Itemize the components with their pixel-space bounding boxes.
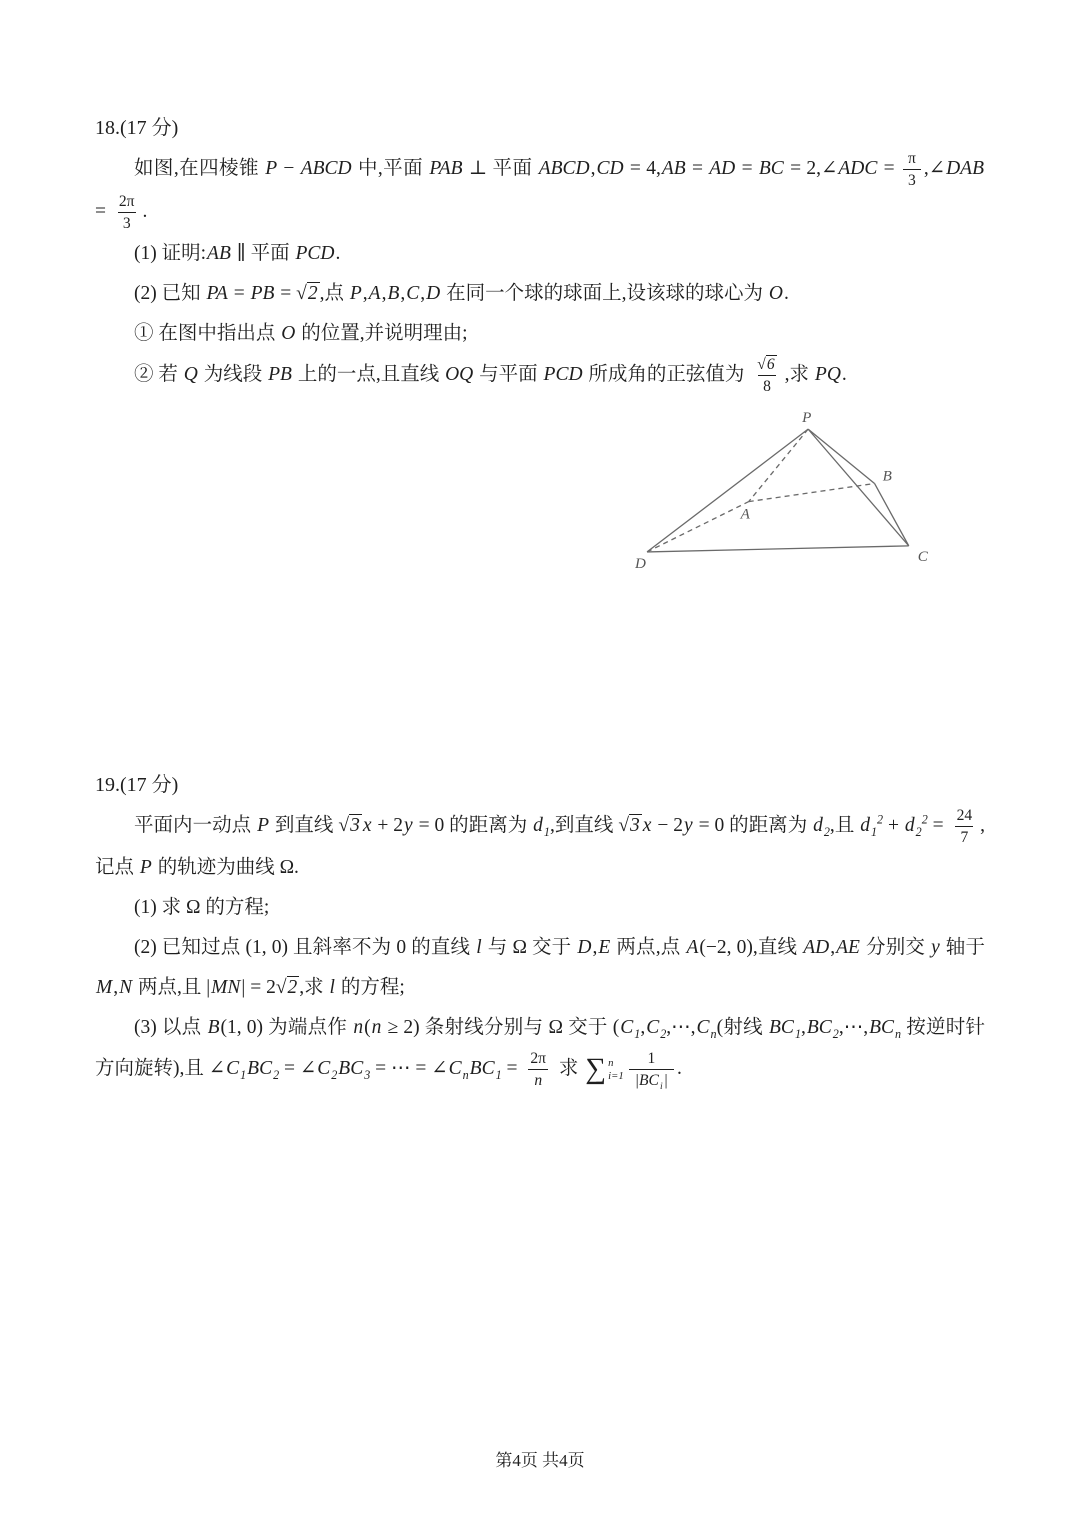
text-run: = 0 的距离为 xyxy=(413,815,533,837)
math-run: A xyxy=(368,283,381,305)
math-run: P xyxy=(349,283,362,305)
math-run: d xyxy=(813,815,823,837)
radical-sign: √ xyxy=(296,283,307,305)
subscript: 2 xyxy=(832,1027,839,1042)
question-19-heading: 19.(17 分) xyxy=(95,774,179,797)
text-run: 两点,且 | xyxy=(133,977,211,999)
text-run: ,⋯, xyxy=(838,1017,869,1039)
math-run: ABCD xyxy=(300,158,352,180)
math-run: AD xyxy=(709,158,736,180)
text-run: (射线 xyxy=(716,1017,769,1039)
math-run: C xyxy=(226,1058,240,1080)
radical xyxy=(338,814,361,836)
math-run: DAB xyxy=(946,158,984,180)
math-run: l xyxy=(329,977,335,999)
text-run: 24 xyxy=(956,807,973,825)
math-run: D xyxy=(426,283,441,305)
text-run: ① 在图中指出点 xyxy=(134,323,281,345)
summation-limits xyxy=(608,1057,624,1082)
math-run: OQ xyxy=(445,364,474,386)
text-run: ⊥ 平面 xyxy=(463,158,538,180)
text-run: = 2,∠ xyxy=(784,158,838,180)
question-18 xyxy=(95,108,985,575)
text-run: π xyxy=(907,150,916,167)
text-run: (−2, 0),直线 xyxy=(699,937,803,959)
text-run: (2) 已知 xyxy=(134,283,206,305)
text-run: (2) 已知过点 (1, 0) 且斜率不为 0 的直线 xyxy=(134,937,476,959)
fraction xyxy=(114,191,140,234)
text-run: 的轨迹为曲线 Ω. xyxy=(152,857,299,879)
fraction-denominator xyxy=(903,169,921,191)
text-run: ,求 xyxy=(299,977,329,999)
radical-sign: √ xyxy=(338,815,350,837)
text-run: 到直线 xyxy=(269,815,339,837)
text-run: ② 若 xyxy=(134,364,183,386)
vertex-label-D: D xyxy=(635,556,646,573)
edge-PB xyxy=(808,429,874,483)
text-run: 按逆时针方向旋转),且 ∠ xyxy=(95,1017,985,1080)
math-run: O xyxy=(281,323,296,345)
subscript: 1 xyxy=(871,825,878,840)
math-run: P xyxy=(257,815,269,837)
edge-DC xyxy=(647,546,909,552)
text-run: = xyxy=(736,158,758,180)
text-run: 分别交 xyxy=(860,937,931,959)
text-run: 上的一点,且直线 xyxy=(292,364,445,386)
question-19 xyxy=(95,765,985,1091)
vertex-label-C: C xyxy=(917,549,928,566)
text-run: ( xyxy=(364,1017,371,1039)
math-run: PA xyxy=(206,283,228,305)
subscript: 2 xyxy=(823,825,830,840)
text-run: 2π xyxy=(118,193,135,211)
radicand: 2 xyxy=(287,977,298,999)
text-run: 的位置,并说明理由; xyxy=(296,323,468,345)
fraction xyxy=(752,354,781,397)
math-run: O xyxy=(768,283,783,305)
text-run: − 2 xyxy=(652,815,684,837)
math-run: BC xyxy=(806,1017,832,1039)
math-run: BC xyxy=(469,1058,495,1080)
math-run: MN xyxy=(211,977,241,999)
subscript: 3 xyxy=(364,1068,371,1083)
text-run: = xyxy=(228,283,250,305)
fraction-numerator xyxy=(903,148,921,169)
math-run: x xyxy=(642,815,652,837)
math-run: ADC xyxy=(838,158,878,180)
text-run: = ∠ xyxy=(279,1058,317,1080)
paragraph xyxy=(95,805,985,888)
text-run: (1) 证明: xyxy=(134,243,207,265)
subscript: n xyxy=(710,1027,717,1042)
text-run: 7 xyxy=(960,829,969,847)
text-run: , xyxy=(400,283,406,305)
math-run: PCD xyxy=(295,243,335,265)
edge-DA xyxy=(647,502,749,552)
math-run: | xyxy=(663,1072,668,1090)
paragraph xyxy=(95,148,985,234)
subscript: 1 xyxy=(634,1027,641,1042)
text-run: = xyxy=(275,283,297,305)
text-run: ,到直线 xyxy=(549,815,619,837)
math-run: Q xyxy=(183,364,198,386)
math-run: AD xyxy=(803,937,830,959)
text-run: , xyxy=(113,977,119,999)
text-run: , xyxy=(640,1017,646,1039)
math-run: A xyxy=(686,937,699,959)
math-run: D xyxy=(577,937,592,959)
edge-PD xyxy=(647,429,808,552)
text-run: , xyxy=(420,283,426,305)
text-run: ,∠ xyxy=(923,158,946,180)
text-run: . xyxy=(841,364,847,386)
text-run: 在同一个球的球面上,设该球的球心为 xyxy=(441,283,768,305)
text-run: ,且 xyxy=(829,815,860,837)
radical xyxy=(296,282,319,304)
text-run: ∥ 平面 xyxy=(231,243,295,265)
text-run: + xyxy=(883,815,904,837)
math-run: n xyxy=(353,1017,364,1039)
math-run: d xyxy=(860,815,870,837)
text-run: = ⋯ = ∠ xyxy=(370,1058,448,1080)
text-run: , xyxy=(830,937,836,959)
text-run: (1) 求 Ω 的方程; xyxy=(134,897,270,919)
text-run: ,求 xyxy=(784,364,814,386)
fraction-denominator xyxy=(758,375,776,397)
math-run: PQ xyxy=(814,364,841,386)
math-run: C xyxy=(406,283,420,305)
math-run: BC xyxy=(869,1017,894,1039)
edge-AB xyxy=(749,484,875,502)
text-run: ,⋯, xyxy=(666,1017,696,1039)
math-run: M xyxy=(96,977,113,999)
vertex-label-P: P xyxy=(802,410,812,427)
text-run: (3) 以点 xyxy=(134,1017,207,1039)
paragraph xyxy=(95,234,985,274)
math-run: |BC xyxy=(634,1072,659,1090)
text-run: 的方程; xyxy=(335,977,405,999)
text-run: 1 xyxy=(647,1050,656,1068)
fraction-numerator xyxy=(752,354,781,375)
math-run: AB xyxy=(207,243,231,265)
radical-sign: √ xyxy=(618,815,630,837)
subscript: 1 xyxy=(495,1068,502,1083)
superscript: 2 xyxy=(877,812,884,827)
math-run: d xyxy=(533,815,543,837)
fraction-numerator xyxy=(952,805,978,826)
subscript: 2 xyxy=(273,1068,280,1083)
math-run: P xyxy=(265,158,278,180)
fraction xyxy=(903,148,921,191)
math-run: y xyxy=(404,815,413,837)
text-run: , xyxy=(592,937,598,959)
math-run: x xyxy=(362,815,372,837)
text-run: 3 xyxy=(122,215,131,233)
summation-upper-limit: n xyxy=(608,1057,614,1070)
pyramid-figure xyxy=(635,409,947,575)
text-run: = xyxy=(95,201,111,223)
question-19-body xyxy=(95,805,985,1091)
math-run: C xyxy=(317,1058,331,1080)
text-run: = xyxy=(878,158,900,180)
text-run: . xyxy=(676,1058,682,1080)
text-run: . xyxy=(783,283,789,305)
math-run: BC xyxy=(769,1017,794,1039)
text-run: = xyxy=(686,158,709,180)
radicand: 3 xyxy=(630,815,640,837)
summation xyxy=(585,1055,623,1084)
page-footer xyxy=(0,1446,1080,1471)
math-run: PCD xyxy=(543,364,583,386)
fraction xyxy=(952,805,978,848)
math-run: C xyxy=(696,1017,710,1039)
fraction-denominator xyxy=(955,826,973,848)
subscript: 1 xyxy=(543,825,550,840)
paragraph xyxy=(95,314,985,354)
text-run: . xyxy=(142,201,148,223)
text-run: ≥ 2) 条射线分别与 Ω 交于 ( xyxy=(382,1017,620,1039)
text-run: , xyxy=(381,283,387,305)
page-number: 第4页 共4页 xyxy=(495,1451,585,1470)
text-run: . xyxy=(335,243,341,265)
question-18-heading: 18.(17 分) xyxy=(95,117,179,139)
vertex-label-A: A xyxy=(740,506,750,523)
text-run: + 2 xyxy=(372,815,404,837)
fraction xyxy=(525,1048,551,1091)
radical xyxy=(618,814,641,836)
fraction-denominator xyxy=(629,1069,674,1091)
math-run: n xyxy=(371,1017,382,1039)
superscript: 2 xyxy=(921,812,928,827)
radicand: 2 xyxy=(307,283,318,305)
text-run: 轴于 xyxy=(940,937,985,959)
math-run: B xyxy=(207,1017,220,1039)
edge-PC xyxy=(808,429,909,546)
math-run: ABCD xyxy=(538,158,590,180)
text-run: ,记点 xyxy=(95,815,986,879)
text-run: 为线段 xyxy=(198,364,268,386)
text-run: 如图,在四棱锥 xyxy=(134,158,265,180)
math-run: C xyxy=(448,1058,462,1080)
text-run: 与平面 xyxy=(474,364,543,386)
math-run: PB xyxy=(268,364,292,386)
math-run: AB xyxy=(661,158,686,180)
paragraph xyxy=(95,928,985,1008)
math-run: PAB xyxy=(429,158,463,180)
edge-PA xyxy=(749,429,808,501)
edge-BC xyxy=(875,484,909,546)
summation-sign: ∑ xyxy=(585,1053,607,1086)
fraction-denominator xyxy=(528,1069,548,1091)
math-run: B xyxy=(387,283,400,305)
math-run: E xyxy=(598,937,611,959)
radical xyxy=(757,355,776,373)
math-run: d xyxy=(904,815,915,837)
text-run: 8 xyxy=(763,378,771,396)
fraction-numerator xyxy=(525,1048,551,1069)
text-run: = xyxy=(927,815,949,837)
subscript: 2 xyxy=(331,1068,338,1083)
text-run: 2π xyxy=(530,1050,547,1068)
subscript: n xyxy=(895,1027,902,1042)
paragraph xyxy=(95,1008,985,1091)
summation-lower-limit: i=1 xyxy=(608,1069,624,1082)
math-run: y xyxy=(931,937,940,959)
math-run: l xyxy=(476,937,482,959)
math-run: BC xyxy=(758,158,784,180)
text-run: 中,平面 xyxy=(352,158,429,180)
text-run: (1, 0) 为端点作 xyxy=(220,1017,353,1039)
radical-sign: √ xyxy=(757,356,766,374)
subscript: 2 xyxy=(660,1027,667,1042)
radicand: 3 xyxy=(350,815,360,837)
text-run: = xyxy=(501,1058,523,1080)
subscript: 1 xyxy=(794,1027,801,1042)
text-run: 平面内一动点 xyxy=(134,815,257,837)
text-run: , xyxy=(590,158,596,180)
math-run: N xyxy=(119,977,133,999)
subscript: 1 xyxy=(240,1068,247,1083)
text-run: 所成角的正弦值为 xyxy=(583,364,750,386)
text-run: = 0 的距离为 xyxy=(693,815,813,837)
radical-sign: √ xyxy=(275,977,287,999)
math-run: BC xyxy=(247,1058,273,1080)
radical xyxy=(276,976,299,998)
subscript: 2 xyxy=(915,825,922,840)
fraction xyxy=(629,1048,674,1091)
math-run: P xyxy=(139,857,152,879)
math-run: BC xyxy=(338,1058,364,1080)
text-run: , xyxy=(800,1017,806,1039)
subscript: n xyxy=(462,1068,469,1083)
text-run: 求 xyxy=(554,1058,584,1080)
text-run: ,点 xyxy=(319,283,349,305)
text-run: = 4, xyxy=(624,158,661,180)
radicand: 6 xyxy=(766,356,775,374)
math-run: PB xyxy=(250,283,275,305)
text-run: 与 Ω 交于 xyxy=(482,937,577,959)
text-run: − xyxy=(278,158,300,180)
math-run: CD xyxy=(596,158,624,180)
math-run: y xyxy=(684,815,693,837)
text-run: 3 xyxy=(908,172,916,190)
math-run: C xyxy=(646,1017,660,1039)
paragraph xyxy=(95,354,985,397)
subscript: i xyxy=(659,1081,663,1093)
text-run: 两点,点 xyxy=(611,937,686,959)
question-18-body xyxy=(95,148,985,397)
paragraph xyxy=(95,888,985,928)
fraction-denominator xyxy=(118,212,136,234)
math-run: C xyxy=(620,1017,634,1039)
fraction-numerator xyxy=(642,1048,660,1069)
text-run: | = 2 xyxy=(241,977,276,999)
fraction-numerator xyxy=(114,191,140,212)
math-run: AE xyxy=(836,937,860,959)
math-run: n xyxy=(534,1072,543,1090)
vertex-label-B: B xyxy=(882,468,892,485)
pyramid-svg xyxy=(635,409,947,575)
text-run: , xyxy=(362,283,368,305)
paragraph xyxy=(95,274,985,314)
